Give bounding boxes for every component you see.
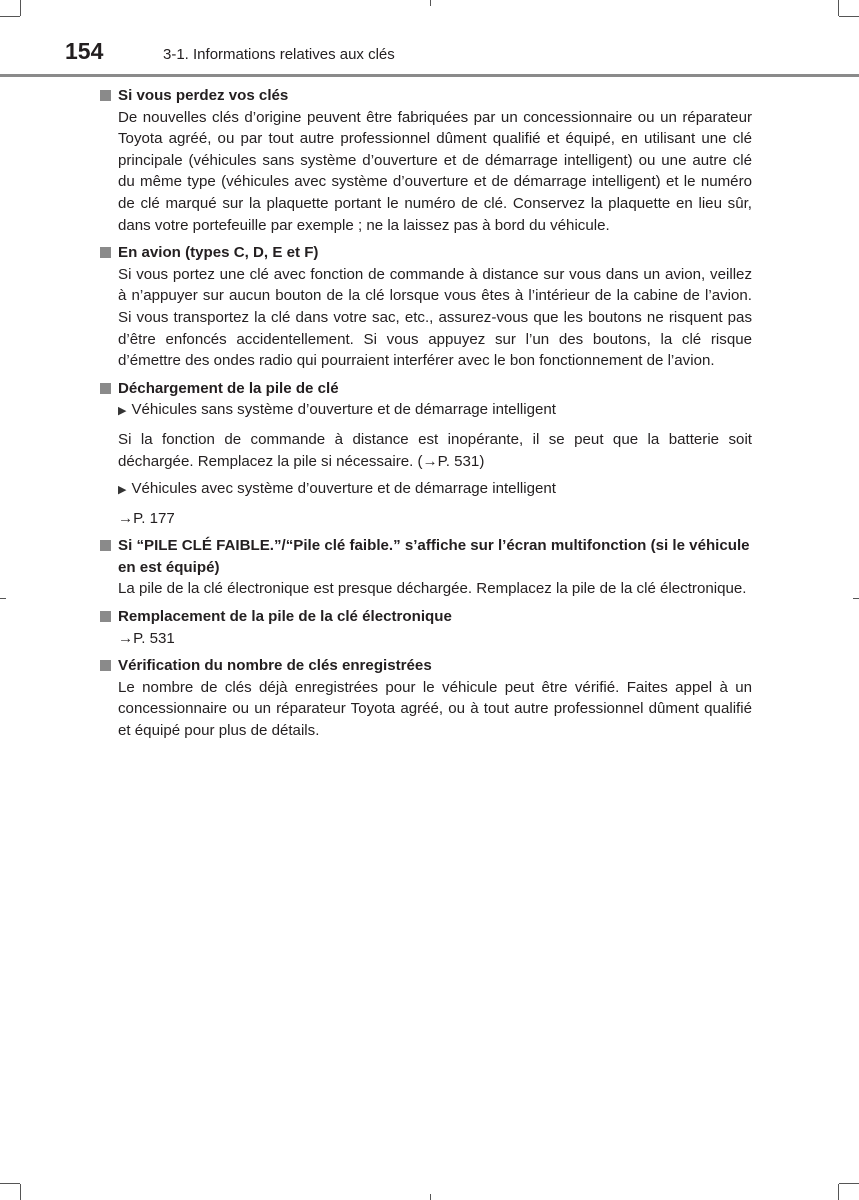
crop-mark bbox=[20, 0, 21, 16]
section-paragraph: La pile de la clé électronique est presque déchargée. Remplacez la pile de la clé électronique. bbox=[118, 580, 747, 598]
section-paragraph: Si la fonction de commande à distance est inopérante, il se peut que la batterie soit déchargée. Remplacez la pile si nécessaire. (→P. 531) bbox=[118, 430, 752, 470]
section-heading bbox=[100, 655, 752, 677]
crop-mark bbox=[430, 0, 431, 6]
page-number: 154 bbox=[65, 38, 104, 64]
crop-mark bbox=[853, 598, 859, 599]
heading-text: Déchargement de la pile de clé bbox=[118, 379, 339, 397]
crop-mark bbox=[0, 598, 6, 599]
section-key-count-check bbox=[100, 655, 752, 741]
section-low-battery-message bbox=[100, 535, 752, 600]
section-heading bbox=[100, 85, 752, 107]
page-reference: →P. 177 bbox=[118, 509, 175, 527]
crop-mark bbox=[0, 1183, 20, 1184]
section-heading bbox=[100, 535, 752, 578]
section-airplane bbox=[100, 242, 752, 372]
square-bullet-icon bbox=[100, 383, 111, 394]
section-heading bbox=[100, 242, 752, 264]
section-paragraph: De nouvelles clés d’origine peuvent être fabriquées par un concessionnaire ou un réparateur Toyota agréé, ou par tout autre professionnel dûment qualifié et équipé, en utilisant une clé principale (véhicules sans système d’ouverture et de démarrage intelligent) ou une autre clé du même type (véhicules avec système d’ouverture et de démarrage intelligent) et le numéro de clé marqué sur la plaquette portant le numéro de clé. Conservez la plaquette en lieu sûr, dans votre portefeuille par exemple ; ne la laissez pas à bord du véhicule. bbox=[118, 108, 752, 234]
crop-mark bbox=[839, 16, 859, 17]
heading-text: Si vous perdez vos clés bbox=[118, 87, 289, 104]
list-item bbox=[100, 399, 752, 423]
section-battery-depletion bbox=[100, 378, 752, 530]
square-bullet-icon bbox=[100, 660, 111, 671]
crop-mark bbox=[839, 1183, 859, 1184]
crop-mark bbox=[838, 0, 839, 16]
crop-mark bbox=[430, 1194, 431, 1200]
square-bullet-icon bbox=[100, 611, 111, 622]
section-lost-keys bbox=[100, 85, 752, 236]
section-battery-replacement bbox=[100, 606, 752, 649]
chapter-title: 3-1. Informations relatives aux clés bbox=[163, 46, 395, 63]
heading-text: Remplacement de la pile de la clé électronique bbox=[118, 608, 452, 626]
heading-text: En avion (types C, D, E et F) bbox=[118, 244, 319, 262]
square-bullet-icon bbox=[100, 540, 111, 551]
header-rule bbox=[0, 74, 859, 77]
section-paragraph: Le nombre de clés déjà enregistrées pour le véhicule peut être vérifié. Faites appel à un concessionnaire ou un réparateur Toyota agréé, ou à tout autre professionnel dûment qualifié et équipé pour plus de détails. bbox=[118, 678, 752, 740]
heading-text: Vérification du nombre de clés enregistrées bbox=[118, 657, 432, 675]
crop-mark bbox=[20, 1184, 21, 1200]
triangle-bullet-icon: ▶ bbox=[118, 484, 127, 497]
section-heading bbox=[100, 606, 752, 628]
page-content bbox=[100, 85, 752, 748]
square-bullet-icon bbox=[100, 90, 111, 101]
square-bullet-icon bbox=[100, 247, 111, 258]
list-item bbox=[100, 478, 752, 502]
heading-text: Si “PILE CLÉ FAIBLE.”/“Pile clé faible.” s’affiche sur l’écran multifonction (si le véhicule en est équipé) bbox=[118, 537, 750, 576]
section-paragraph: Si vous portez une clé avec fonction de commande à distance sur vous dans un avion, veillez à n’appuyer sur aucun bouton de la clé lorsque vous êtes à l’intérieur de la cabine de l’avion. Si vous transportez la clé dans votre sac, etc., assurez-vous que les boutons ne risquent pas d’être enfoncés accidentellement. Si vous appuyez sur l’un des boutons, la clé risque d’émettre des ondes radio qui pourraient interférer avec le bon fonctionnement de l’avion. bbox=[118, 265, 752, 370]
list-item-text: Véhicules sans système d’ouverture et de démarrage intelligent bbox=[131, 401, 557, 419]
section-heading bbox=[100, 378, 752, 400]
list-item-text: Véhicules avec système d’ouverture et de démarrage intelligent bbox=[131, 480, 557, 498]
crop-mark bbox=[838, 1184, 839, 1200]
crop-mark bbox=[0, 16, 20, 17]
page-reference: →P. 531 bbox=[118, 629, 175, 647]
triangle-bullet-icon: ▶ bbox=[118, 405, 127, 418]
